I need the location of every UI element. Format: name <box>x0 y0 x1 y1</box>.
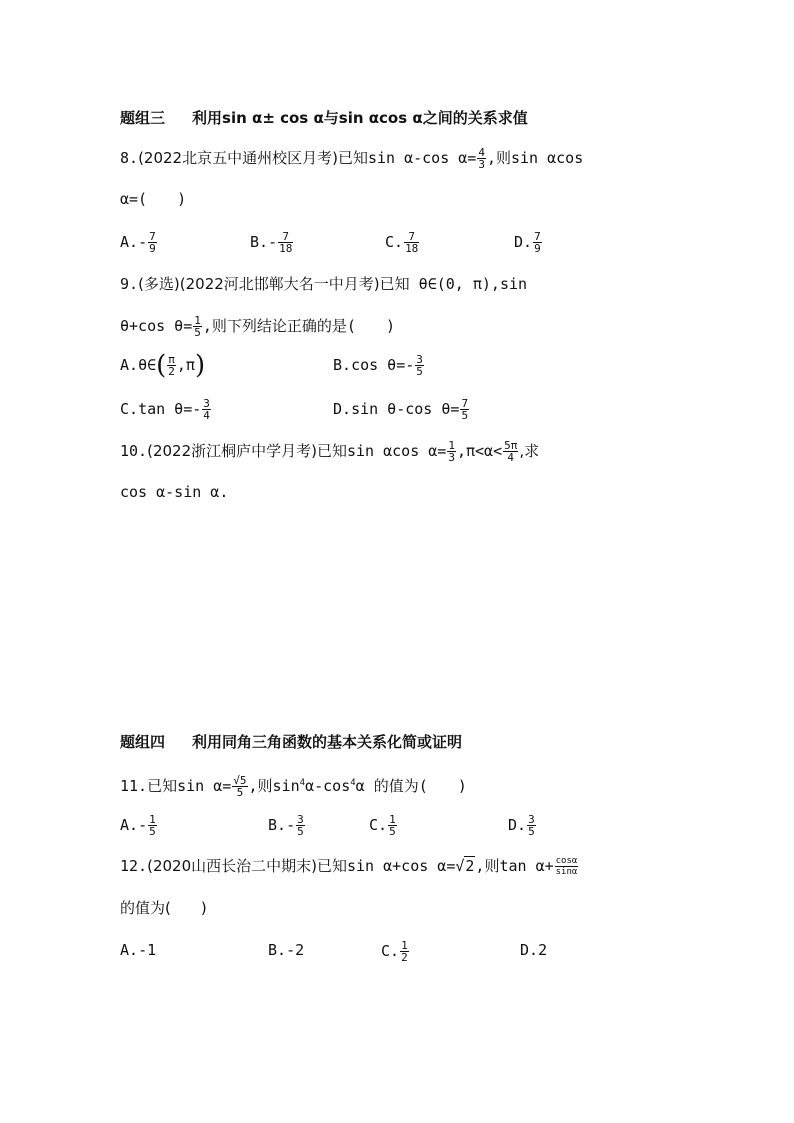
q9-option-d[interactable]: D.sin θ-cos θ= $\frac{7}{5}$ <box>333 397 469 422</box>
q12-option-a[interactable]: A.-1 <box>120 941 157 959</box>
section-3-desc: 利用sin α± cos α与sin αcos α之间的关系求值 <box>192 109 528 127</box>
q10-text-1: 已知sin αcos α= <box>316 442 447 460</box>
q10-fraction-1: $\frac{1}{3}$ <box>448 439 455 464</box>
q12-option-b[interactable]: B.-2 <box>268 941 305 959</box>
section-4-title: 题组四 <box>120 733 166 751</box>
q10-number: 10. <box>120 442 148 460</box>
q8-option-b[interactable]: B.- $\frac{7}{18}$ <box>250 230 293 255</box>
section-3-heading <box>120 108 528 128</box>
question-12-line-1 <box>120 856 579 877</box>
question-11-line-1 <box>120 773 467 798</box>
q12-text-3: 的值为( ) <box>120 899 207 917</box>
q8-text-2: ,则sin αcos <box>486 149 584 167</box>
q10-fraction-2: $\frac{5\pi}{4}$ <box>504 439 518 464</box>
q11-text-2: ,则sin <box>248 777 300 795</box>
q9-option-c[interactable]: C.tan θ=- $\frac{3}{4}$ <box>120 397 210 422</box>
q10-source: (2022浙江桐庐中学月考) <box>147 442 317 460</box>
q12-source: (2020山西长治二中期末) <box>147 857 317 875</box>
q8-fraction: $\frac{4}{3}$ <box>478 146 485 171</box>
question-9-line-1 <box>120 274 527 294</box>
q12-text-1: 已知sin α+cos α= <box>316 857 456 875</box>
q12-number: 12. <box>120 857 148 875</box>
question-8-line-1 <box>120 147 583 170</box>
q9-text-3: ,则下列结论正确的是( ) <box>202 317 395 335</box>
q10-text-4: cos α-sin α. <box>120 483 229 501</box>
question-8-line-2 <box>120 189 186 209</box>
q11-option-b[interactable]: B.- $\frac{3}{5}$ <box>268 813 304 838</box>
q12-sqrt: √2 <box>455 857 475 875</box>
q11-option-a[interactable]: A.- $\frac{1}{5}$ <box>120 813 156 838</box>
q9-option-a[interactable]: A.θ∈( $\frac{\pi}{2}$ ,π) <box>120 350 206 381</box>
q11-text-1: 已知sin α= <box>147 777 232 795</box>
q11-exponent-2: 4 <box>350 778 356 788</box>
section-4-desc: 利用同角三角函数的基本关系化简或证明 <box>192 733 463 751</box>
q11-option-d[interactable]: D. $\frac{3}{5}$ <box>508 813 535 838</box>
q11-number: 11. <box>120 777 148 795</box>
q11-text-3: α-cos <box>305 777 351 795</box>
q9-text-1: 已知 θ∈(0, π),sin <box>379 275 528 293</box>
section-4-heading <box>120 732 462 752</box>
q9-option-b[interactable]: B.cos θ=- $\frac{3}{5}$ <box>333 353 423 378</box>
q8-text-3: α=( ) <box>120 190 187 208</box>
q9-fraction: $\frac{1}{5}$ <box>194 314 201 339</box>
question-10-line-2 <box>120 482 228 502</box>
q8-source: (2022北京五中通州校区月考) <box>138 149 338 167</box>
question-10-line-1 <box>120 440 539 463</box>
q12-option-c[interactable]: C. $\frac{1}{2}$ <box>381 939 408 964</box>
q8-number: 8. <box>120 149 139 167</box>
q9-source: (多选)(2022河北邯郸大名一中月考) <box>138 275 380 293</box>
q11-exponent-1: 4 <box>299 778 306 788</box>
q11-text-4: α 的值为( ) <box>355 777 467 795</box>
q12-option-d[interactable]: D.2 <box>520 941 548 959</box>
q8-option-d[interactable]: D. $\frac{7}{9}$ <box>514 230 541 255</box>
question-12-line-2 <box>120 898 207 918</box>
section-3-title: 题组三 <box>120 109 166 127</box>
q10-text-2: ,π<α< <box>456 442 503 460</box>
q8-option-c[interactable]: C. $\frac{7}{18}$ <box>385 230 419 255</box>
q12-fraction: $\frac{\cos\alpha}{\sin\alpha}$ <box>555 856 578 877</box>
q8-text-1: 已知sin α-cos α= <box>337 149 477 167</box>
question-9-line-2 <box>120 315 395 338</box>
q9-text-2: θ+cos θ= <box>120 317 193 335</box>
q11-option-c[interactable]: C. $\frac{1}{5}$ <box>369 813 396 838</box>
q8-option-a[interactable]: A.- $\frac{7}{9}$ <box>120 230 156 255</box>
q12-text-2: ,则tan α+ <box>475 857 554 875</box>
q9-number: 9. <box>120 275 139 293</box>
q11-fraction: $\frac{√5}{5}$ <box>233 774 247 799</box>
q10-text-3: ,求 <box>519 442 540 460</box>
